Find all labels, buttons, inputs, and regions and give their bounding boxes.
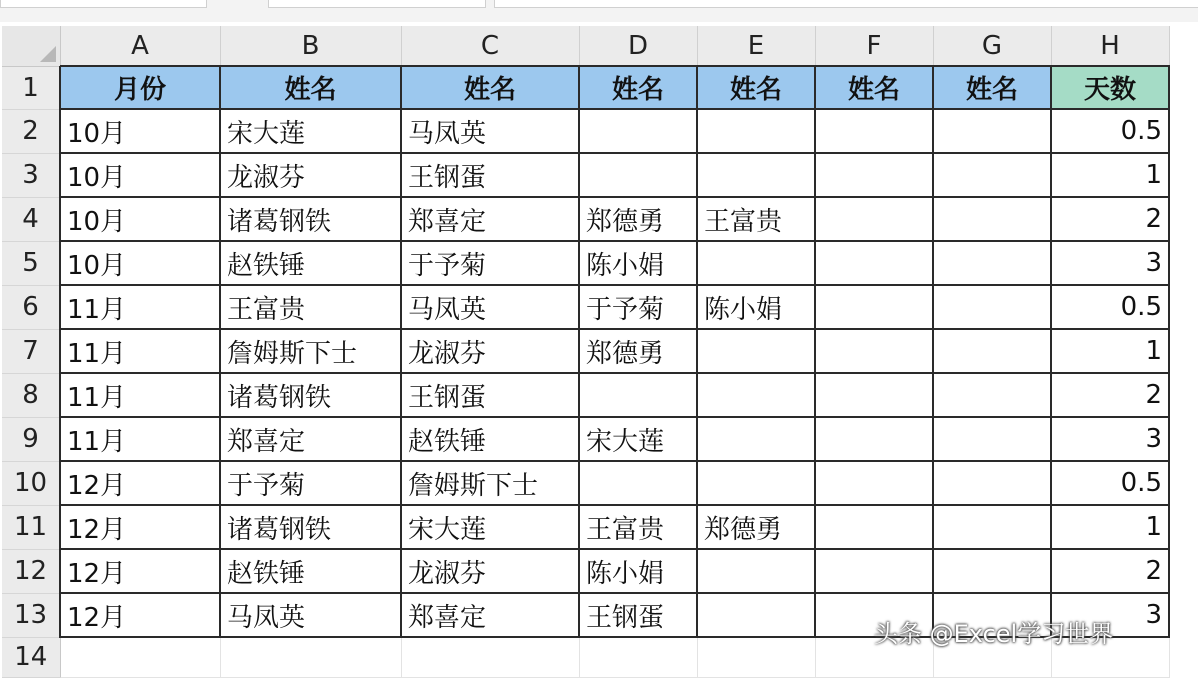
name-cell[interactable]: 郑德勇	[579, 329, 697, 373]
name-cell[interactable]	[815, 329, 933, 373]
name-cell[interactable]: 赵铁锤	[220, 241, 401, 285]
name-cell[interactable]	[815, 109, 933, 153]
header-cell-name[interactable]: 姓名	[401, 66, 579, 109]
month-cell[interactable]: 10月	[60, 241, 220, 285]
name-cell[interactable]	[697, 417, 815, 461]
name-cell[interactable]	[697, 241, 815, 285]
table-row	[2, 505, 1169, 549]
name-cell[interactable]: 王富贵	[697, 197, 815, 241]
name-cell[interactable]	[933, 461, 1051, 505]
name-cell[interactable]	[697, 329, 815, 373]
name-cell[interactable]	[579, 373, 697, 417]
column-header-c[interactable]: C	[401, 26, 579, 66]
table-row	[2, 549, 1169, 593]
row-header[interactable]: 8	[2, 373, 60, 417]
name-cell[interactable]	[933, 329, 1051, 373]
name-box[interactable]	[0, 0, 207, 8]
name-cell[interactable]	[579, 461, 697, 505]
name-cell[interactable]	[579, 153, 697, 197]
column-header-g[interactable]: G	[933, 26, 1051, 66]
column-header-h[interactable]: H	[1051, 26, 1169, 66]
name-cell[interactable]: 陈小娟	[697, 285, 815, 329]
row-header[interactable]: 6	[2, 285, 60, 329]
name-cell[interactable]	[697, 549, 815, 593]
name-cell[interactable]: 宋大莲	[579, 417, 697, 461]
formula-input[interactable]	[494, 0, 1198, 8]
formula-bar-area	[0, 0, 1198, 22]
name-cell[interactable]	[697, 109, 815, 153]
header-cell-name[interactable]: 姓名	[220, 66, 401, 109]
month-cell[interactable]: 11月	[60, 285, 220, 329]
name-cell[interactable]: 郑德勇	[579, 197, 697, 241]
name-cell[interactable]	[815, 285, 933, 329]
table-row	[2, 197, 1169, 241]
name-cell[interactable]: 詹姆斯下士	[401, 461, 579, 505]
row-header[interactable]: 5	[2, 241, 60, 285]
name-cell[interactable]: 于予菊	[401, 241, 579, 285]
days-cell[interactable]: 2	[1051, 549, 1169, 593]
name-cell[interactable]: 诸葛钢铁	[220, 197, 401, 241]
table-row	[2, 417, 1169, 461]
name-cell[interactable]: 王富贵	[579, 505, 697, 549]
header-cell-name[interactable]: 姓名	[933, 66, 1051, 109]
name-cell[interactable]: 马凤英	[401, 109, 579, 153]
empty-cell[interactable]	[60, 637, 220, 677]
name-cell[interactable]: 陈小娟	[579, 241, 697, 285]
days-cell[interactable]: 1	[1051, 505, 1169, 549]
table-header-row	[2, 66, 1169, 109]
row-header[interactable]: 14	[2, 637, 60, 677]
days-cell[interactable]: 1	[1051, 329, 1169, 373]
name-cell[interactable]: 王钢蛋	[579, 593, 697, 637]
name-cell[interactable]	[815, 373, 933, 417]
row-header[interactable]: 11	[2, 505, 60, 549]
name-cell[interactable]: 马凤英	[220, 593, 401, 637]
row-header[interactable]: 12	[2, 549, 60, 593]
spreadsheet-grid	[2, 26, 1170, 678]
row-header[interactable]: 7	[2, 329, 60, 373]
name-cell[interactable]	[579, 109, 697, 153]
name-cell[interactable]: 于予菊	[579, 285, 697, 329]
column-header-b[interactable]: B	[220, 26, 401, 66]
row-header[interactable]: 4	[2, 197, 60, 241]
empty-cell[interactable]	[220, 637, 401, 677]
row-header[interactable]: 13	[2, 593, 60, 637]
row-header[interactable]: 2	[2, 109, 60, 153]
name-cell[interactable]: 诸葛钢铁	[220, 373, 401, 417]
name-cell[interactable]	[933, 549, 1051, 593]
column-header-d[interactable]: D	[579, 26, 697, 66]
name-cell[interactable]: 王钢蛋	[401, 373, 579, 417]
name-cell[interactable]: 宋大莲	[401, 505, 579, 549]
name-cell[interactable]: 马凤英	[401, 285, 579, 329]
name-cell[interactable]: 龙淑芬	[220, 153, 401, 197]
header-cell-name[interactable]: 姓名	[579, 66, 697, 109]
name-cell[interactable]: 宋大莲	[220, 109, 401, 153]
month-cell[interactable]: 11月	[60, 329, 220, 373]
name-cell[interactable]: 于予菊	[220, 461, 401, 505]
table-row	[2, 241, 1169, 285]
column-header-f[interactable]: F	[815, 26, 933, 66]
name-cell[interactable]: 郑德勇	[697, 505, 815, 549]
name-cell[interactable]	[815, 461, 933, 505]
days-cell[interactable]: 2	[1051, 197, 1169, 241]
name-cell[interactable]: 郑喜定	[401, 197, 579, 241]
table-row	[2, 373, 1169, 417]
days-cell[interactable]: 1	[1051, 153, 1169, 197]
header-cell-name[interactable]: 姓名	[697, 66, 815, 109]
empty-cell[interactable]	[697, 637, 815, 677]
days-cell[interactable]: 0.5	[1051, 109, 1169, 153]
month-cell[interactable]: 10月	[60, 197, 220, 241]
header-cell-month[interactable]: 月份	[60, 66, 220, 109]
name-cell[interactable]	[933, 197, 1051, 241]
name-cell[interactable]: 赵铁锤	[401, 417, 579, 461]
name-cell[interactable]	[815, 197, 933, 241]
name-cell[interactable]: 郑喜定	[401, 593, 579, 637]
month-cell[interactable]: 12月	[60, 461, 220, 505]
row-header[interactable]: 9	[2, 417, 60, 461]
month-cell[interactable]: 12月	[60, 549, 220, 593]
name-cell[interactable]	[697, 593, 815, 637]
column-header-a[interactable]: A	[60, 26, 220, 66]
select-all-corner[interactable]	[2, 26, 60, 66]
month-cell[interactable]: 11月	[60, 373, 220, 417]
days-cell[interactable]: 3	[1051, 417, 1169, 461]
empty-cell[interactable]	[401, 637, 579, 677]
name-cell[interactable]: 陈小娟	[579, 549, 697, 593]
month-cell[interactable]: 10月	[60, 109, 220, 153]
empty-cell[interactable]	[579, 637, 697, 677]
days-cell[interactable]: 2	[1051, 373, 1169, 417]
days-cell[interactable]: 3	[1051, 593, 1169, 637]
column-header-row	[2, 26, 1169, 66]
toolbar-box[interactable]	[268, 0, 486, 8]
name-cell[interactable]	[933, 505, 1051, 549]
table-row	[2, 285, 1169, 329]
table-row	[2, 153, 1169, 197]
name-cell[interactable]: 赵铁锤	[220, 549, 401, 593]
row-header[interactable]: 1	[2, 66, 60, 109]
name-cell[interactable]	[815, 153, 933, 197]
row-header[interactable]: 3	[2, 153, 60, 197]
name-cell[interactable]	[933, 241, 1051, 285]
watermark: 头条 @Excel学习世界	[874, 620, 1114, 648]
row-header[interactable]: 10	[2, 461, 60, 505]
name-cell[interactable]	[933, 417, 1051, 461]
name-cell[interactable]	[697, 373, 815, 417]
header-cell-name[interactable]: 姓名	[815, 66, 933, 109]
name-cell[interactable]: 王钢蛋	[401, 153, 579, 197]
name-cell[interactable]	[933, 153, 1051, 197]
days-cell[interactable]: 3	[1051, 241, 1169, 285]
name-cell[interactable]: 王富贵	[220, 285, 401, 329]
month-cell[interactable]: 11月	[60, 417, 220, 461]
name-cell[interactable]	[815, 505, 933, 549]
name-cell[interactable]	[933, 373, 1051, 417]
days-cell[interactable]: 0.5	[1051, 285, 1169, 329]
name-cell[interactable]	[697, 153, 815, 197]
name-cell[interactable]	[815, 417, 933, 461]
month-cell[interactable]: 12月	[60, 593, 220, 637]
month-cell[interactable]: 12月	[60, 505, 220, 549]
name-cell[interactable]	[933, 109, 1051, 153]
name-cell[interactable]: 龙淑芬	[401, 329, 579, 373]
name-cell[interactable]: 郑喜定	[220, 417, 401, 461]
column-header-e[interactable]: E	[697, 26, 815, 66]
month-cell[interactable]: 10月	[60, 153, 220, 197]
name-cell[interactable]: 龙淑芬	[401, 549, 579, 593]
header-cell-days[interactable]: 天数	[1051, 66, 1169, 109]
table-row	[2, 461, 1169, 505]
days-cell[interactable]: 0.5	[1051, 461, 1169, 505]
name-cell[interactable]: 诸葛钢铁	[220, 505, 401, 549]
name-cell[interactable]: 詹姆斯下士	[220, 329, 401, 373]
name-cell[interactable]	[815, 549, 933, 593]
table-row	[2, 109, 1169, 153]
name-cell[interactable]	[697, 461, 815, 505]
name-cell[interactable]	[933, 285, 1051, 329]
name-cell[interactable]	[815, 241, 933, 285]
table-row	[2, 329, 1169, 373]
